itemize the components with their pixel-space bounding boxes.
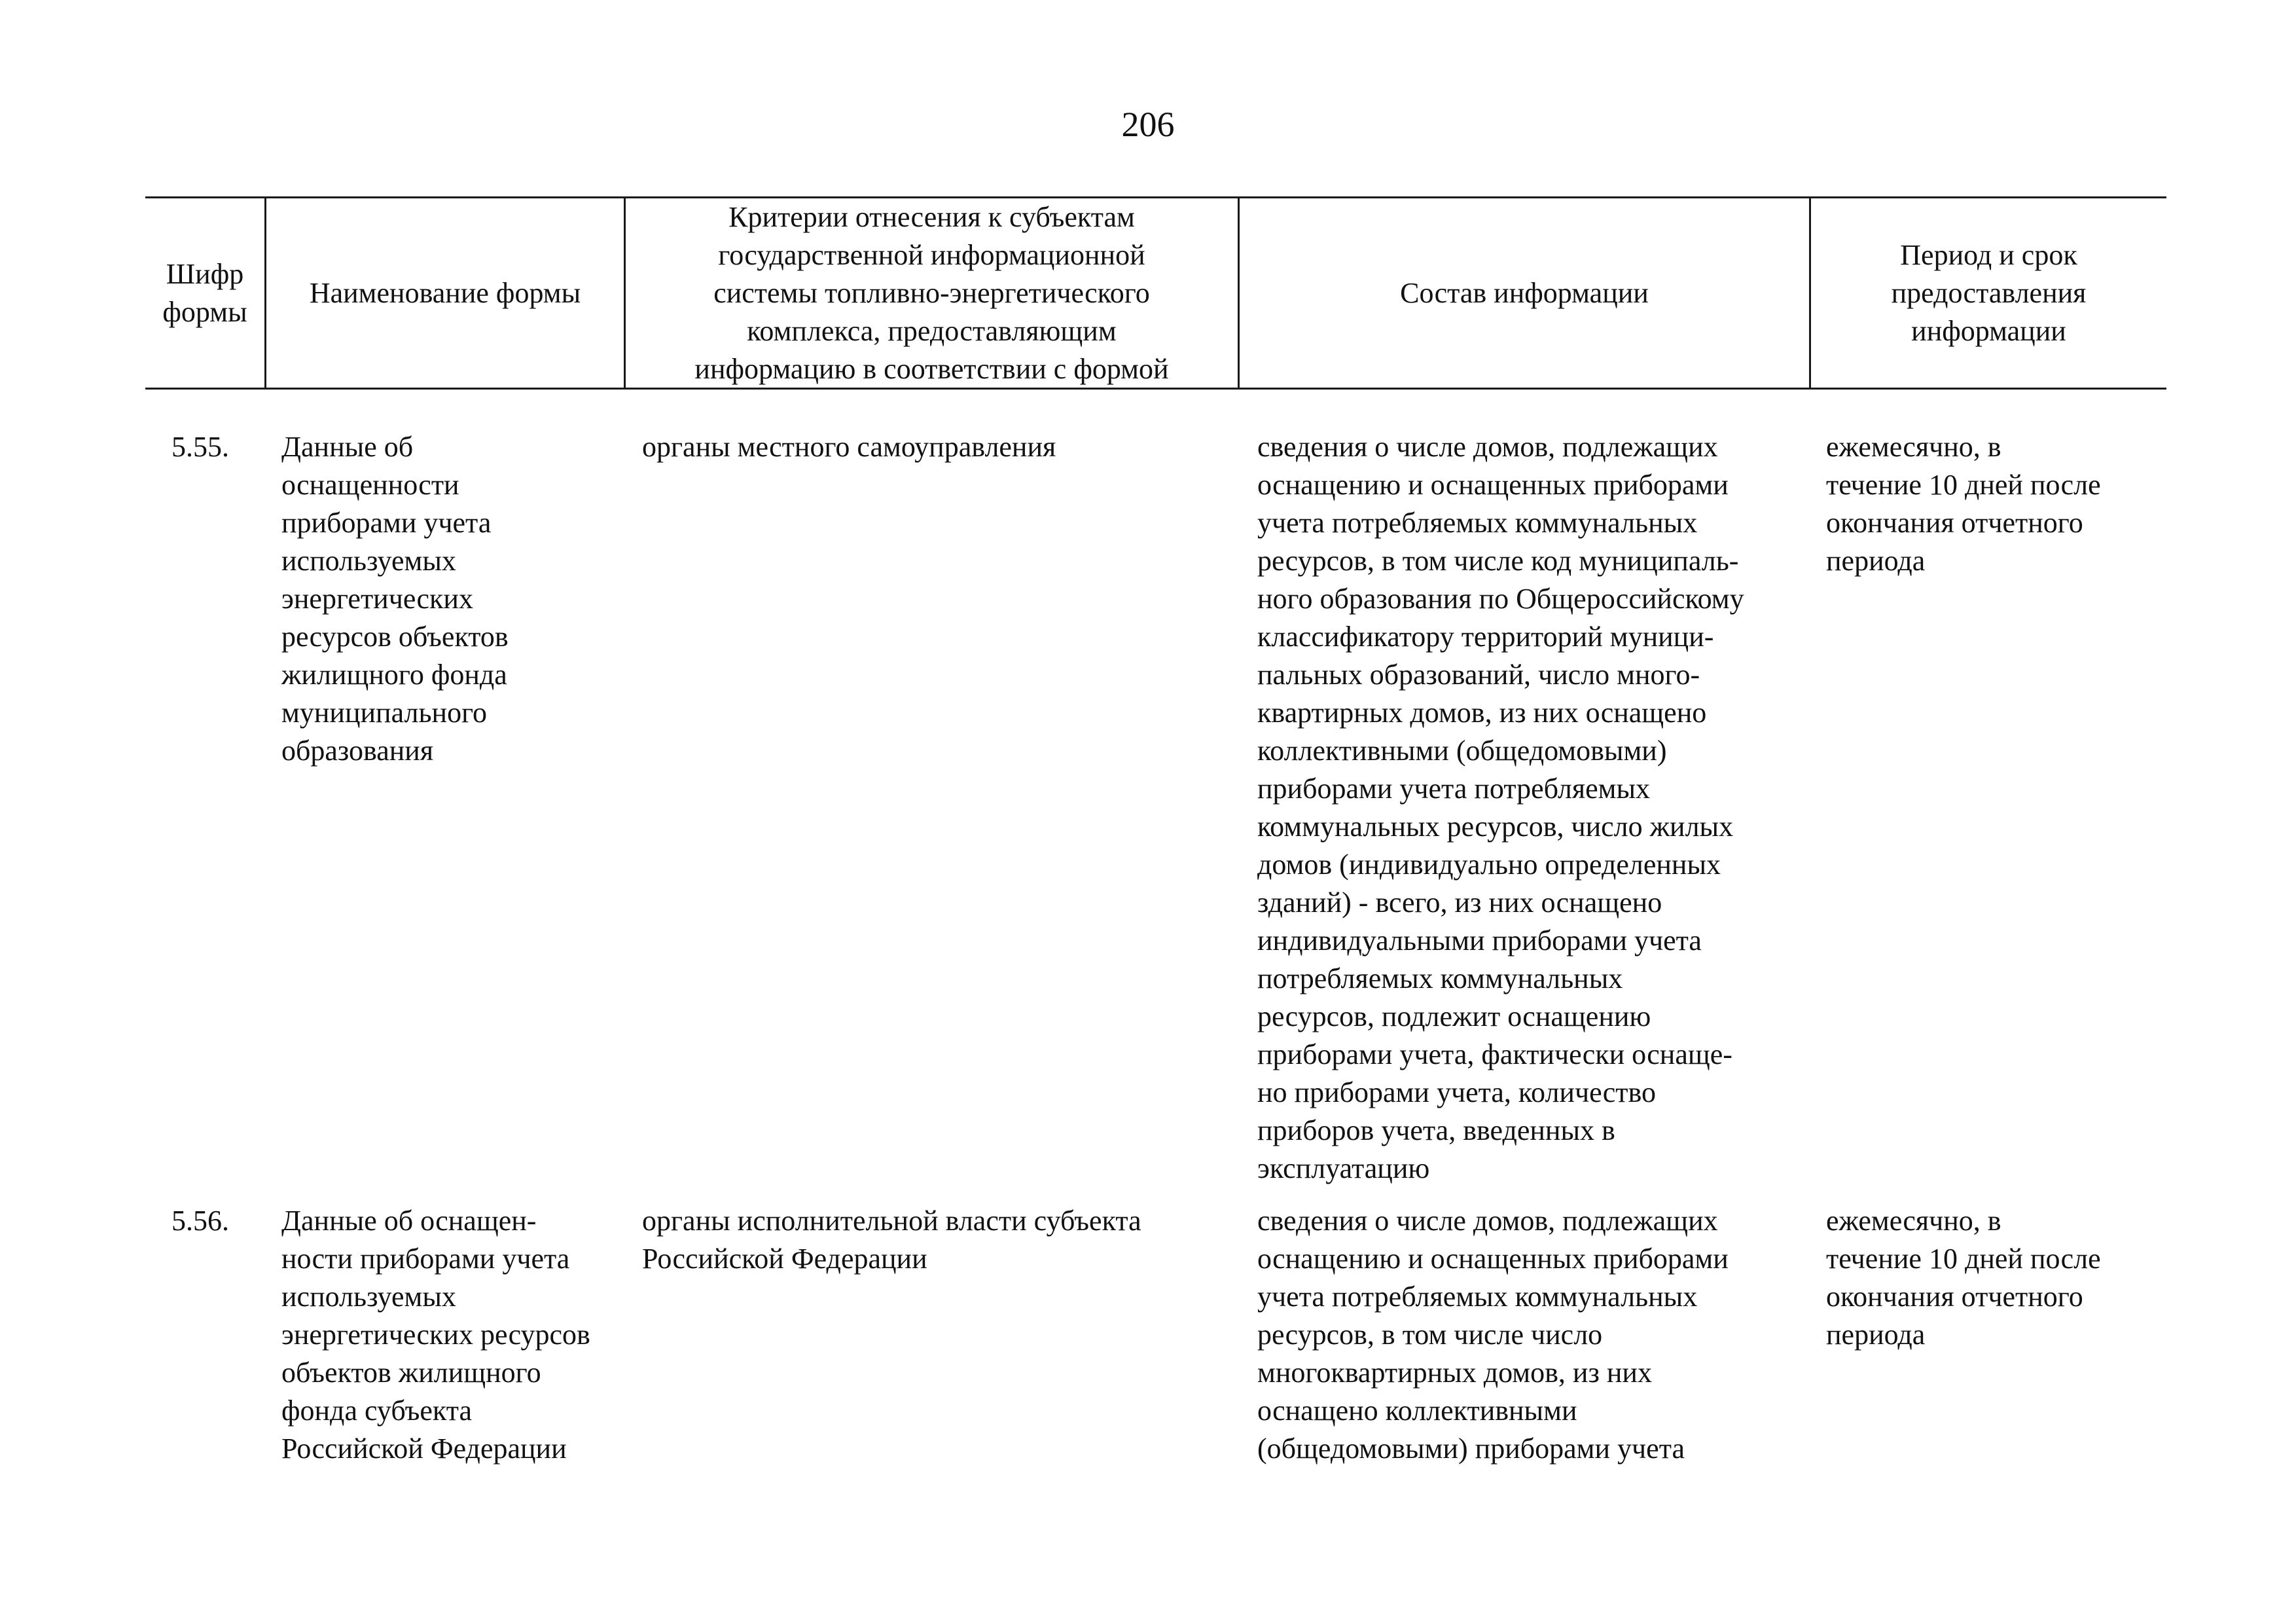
row-period: ежемесячно, в течение 10 дней после окончания отчетного периода — [1826, 431, 2101, 577]
header-content-text: Состав информации — [1400, 276, 1649, 309]
page-number: 206 — [1121, 105, 1175, 144]
header-content — [1240, 200, 1809, 386]
header-criteria-text: Критерии отнесения к субъектам государственной информационной системы топливно-энергетического комплекса, предоставляющим информацию в соответствии с формой — [694, 200, 1169, 385]
header-period — [1811, 200, 2166, 386]
row-code: 5.55. — [171, 431, 229, 463]
row-content: сведения о числе домов, подлежащих оснащению и оснащенных приборами учета потребляемых коммунальных ресурсов, в том числе код муниципаль- ного образования по Общероссийскому классификатору территорий муници- пальных образований, число много- квартирных домов, из них оснащено коллективными (общедомовыми) приборами учета потребляемых коммунальных ресурсов, число жилых домов (индивидуально определенных зданий) - всего, из них оснащено индивидуальными приборами учета потребляемых коммунальных ресурсов, подлежит оснащению приборами учета, фактически оснаще- но приборами учета, количество приборов учета, введенных в эксплуатацию — [1257, 431, 1744, 1184]
row-criteria: органы местного самоуправления — [642, 431, 1056, 463]
row-period: ежемесячно, в течение 10 дней после окончания отчетного периода — [1826, 1205, 2101, 1351]
row-form-name: Данные об оснащен- ности приборами учета используемых энергетических ресурсов объектов жилищного фонда субъекта Российской Федерации — [281, 1205, 590, 1465]
header-code — [145, 200, 264, 386]
header-period-text: Период и срок предоставления информации — [1891, 238, 2087, 347]
header-form-name — [266, 200, 624, 386]
header-criteria — [626, 200, 1238, 386]
row-code: 5.56. — [171, 1205, 229, 1237]
row-form-name: Данные об оснащенности приборами учета используемых энергетических ресурсов объектов жилищного фонда муниципального образования — [281, 431, 509, 767]
row-criteria: органы исполнительной власти субъекта Российской Федерации — [642, 1205, 1141, 1275]
row-content: сведения о числе домов, подлежащих оснащению и оснащенных приборами учета потребляемых коммунальных ресурсов, в том числе число многоквартирных домов, из них оснащено коллективными (общедомовыми) приборами учета — [1257, 1205, 1729, 1465]
header-code-text: Шифр формы — [162, 257, 247, 328]
header-form-name-text: Наименование формы — [309, 276, 581, 309]
